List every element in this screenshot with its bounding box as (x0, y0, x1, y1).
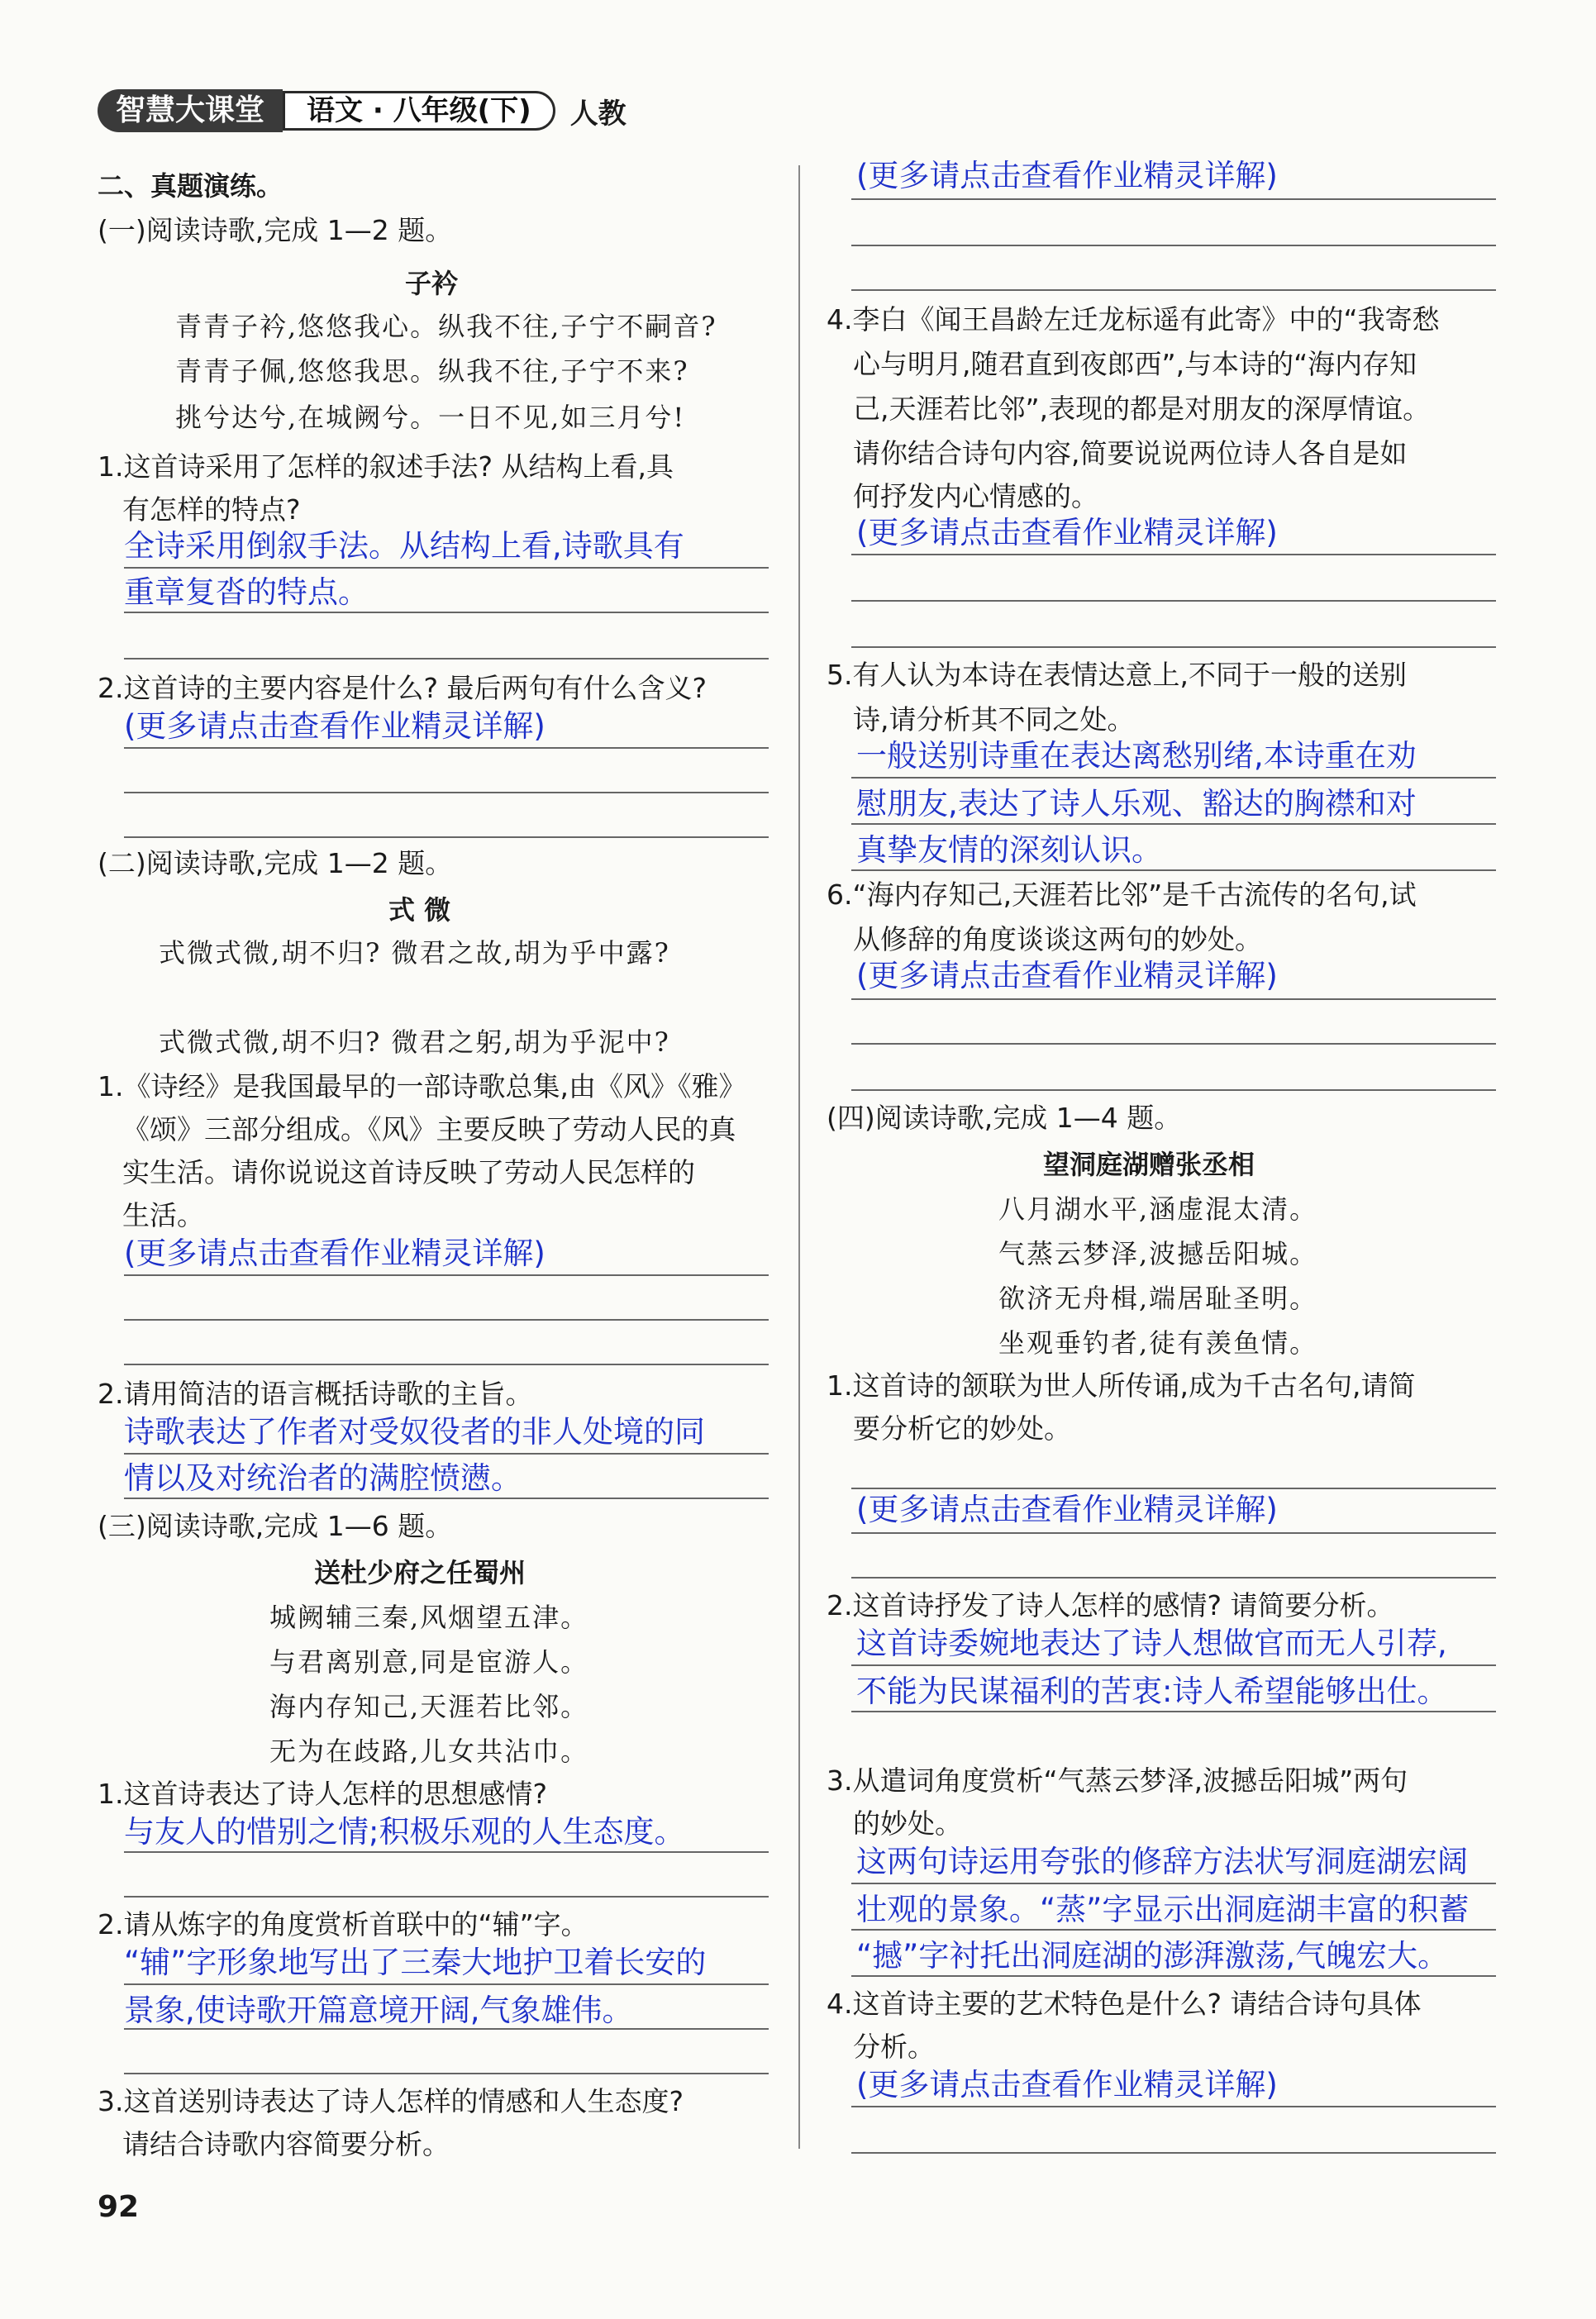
p2-answer-1[interactable]: (更多请点击查看作业精灵详解) (124, 1236, 545, 1271)
p3-question-3: 请结合诗歌内容简要分析。 (122, 2128, 450, 2160)
p3-question-4: 心与明月,随君直到夜郎西”,与本诗的“海内存知 (853, 348, 1417, 380)
p1-answer-1: 全诗采用倒叙手法。从结构上看,诗歌具有 (124, 528, 684, 564)
p4-answer-3: “撼”字衬托出洞庭湖的澎湃激荡,气魄宏大。 (856, 1938, 1449, 1974)
p3-answer-2: “辅”字形象地写出了三秦大地护卫着长安的 (124, 1945, 707, 1980)
part2-intro: (二)阅读诗歌,完成 1—2 题。 (98, 847, 453, 879)
p3-answer-2: 景象,使诗歌开篇意境开阔,气象雄伟。 (124, 1993, 633, 2028)
p4-question-3: 的妙处。 (853, 1807, 962, 1840)
poem1-title: 子衿 (405, 268, 459, 299)
poem3-line: 与君离别意,同是宦游人。 (269, 1646, 589, 1678)
answer-line (851, 554, 1496, 555)
p3-answer-5: 慰朋友,表达了诗人乐观、豁达的胸襟和对 (856, 786, 1417, 821)
p1-question-1: 有怎样的特点? (122, 493, 301, 526)
page-header (98, 89, 626, 132)
p3-question-3: 3.这首送别诗表达了诗人怎样的情感和人生态度? (98, 2085, 684, 2117)
p3-answer-1: 与友人的惜别之情;积极乐观的人生态度。 (124, 1814, 685, 1850)
poem4-line: 八月湖水平,涵虚混太清。 (998, 1193, 1318, 1225)
answer-line (851, 1711, 1496, 1712)
series-brand: 智慧大课堂 (98, 89, 283, 132)
p3-answer-3[interactable]: (更多请点击查看作业精灵详解) (856, 158, 1278, 193)
section-heading: 二、真题演练。 (98, 170, 283, 202)
poem3-line: 城阙辅三秦,风烟望五津。 (269, 1602, 589, 1633)
p2-answer-2: 情以及对统治者的满腔愤懑。 (124, 1460, 522, 1496)
poem4-line: 气蒸云梦泽,波撼岳阳城。 (998, 1238, 1318, 1269)
answer-line (124, 1896, 769, 1898)
poem3-title: 送杜少府之任蜀州 (314, 1557, 526, 1588)
answer-line (124, 1319, 769, 1321)
p4-question-2: 2.这首诗抒发了诗人怎样的感情? 请简要分析。 (827, 1589, 1394, 1621)
p1-answer-1: 重章复沓的特点。 (124, 574, 369, 610)
p3-answer-6[interactable]: (更多请点击查看作业精灵详解) (856, 958, 1278, 993)
p4-question-4: 4.这首诗主要的艺术特色是什么? 请结合诗句具体 (827, 1988, 1422, 2020)
poem4-title: 望洞庭湖赠张丞相 (1043, 1149, 1255, 1180)
p4-answer-4[interactable]: (更多请点击查看作业精灵详解) (856, 2067, 1278, 2102)
answer-line (851, 1975, 1496, 1977)
answer-line (124, 836, 769, 838)
poem2-line: 式微式微,胡不归? 微君之故,胡为乎中露? (159, 937, 670, 969)
p2-question-1: 《颂》三部分组成。《风》主要反映了劳动人民的真 (122, 1113, 736, 1145)
page-number: 92 (98, 2190, 140, 2224)
p4-answer-2: 不能为民谋福利的苦衷:诗人希望能够出仕。 (856, 1674, 1448, 1709)
p2-question-1: 生活。 (122, 1199, 204, 1231)
subject-grade: 语文 · 八年级(下) (283, 91, 555, 131)
poem4-line: 欲济无舟楫,端居耻圣明。 (998, 1283, 1318, 1314)
p3-answer-4[interactable]: (更多请点击查看作业精灵详解) (856, 515, 1278, 550)
poem2-line: 式微式微,胡不归? 微君之躬,胡为乎泥中? (159, 1026, 670, 1058)
poem4-line: 坐观垂钓者,徒有羡鱼情。 (998, 1327, 1318, 1359)
column-divider (798, 165, 800, 2149)
p3-question-5: 5.有人认为本诗在表情达意上,不同于一般的送别 (827, 659, 1407, 691)
p4-answer-1[interactable]: (更多请点击查看作业精灵详解) (856, 1492, 1278, 1527)
p3-question-5: 诗,请分析其不同之处。 (853, 703, 1135, 736)
p3-question-4: 己,天涯若比邻”,表现的都是对朋友的深厚情谊。 (853, 393, 1431, 425)
answer-line (124, 747, 769, 749)
p2-question-1: 1.《诗经》是我国最早的一部诗歌总集,由《风》《雅》 (98, 1070, 746, 1102)
answer-line (124, 2073, 769, 2074)
part3-intro: (三)阅读诗歌,完成 1—6 题。 (98, 1510, 453, 1542)
p2-question-1: 实生活。请你说说这首诗反映了劳动人民怎样的 (122, 1156, 695, 1188)
p3-question-4: 4.李白《闻王昌龄左迁龙标遥有此寄》中的“我寄愁 (827, 303, 1440, 336)
p3-answer-5: 真挚友情的深刻认识。 (856, 832, 1162, 868)
answer-line (124, 1851, 769, 1853)
p1-question-2: 2.这首诗的主要内容是什么? 最后两句有什么含义? (98, 672, 707, 704)
poem2-title: 式 微 (388, 894, 451, 926)
p1-question-1: 1.这首诗采用了怎样的叙述手法? 从结构上看,具 (98, 450, 674, 483)
p3-question-4: 请你结合诗句内容,简要说说两位诗人各自是如 (853, 437, 1408, 469)
answer-line (124, 2028, 769, 2030)
answer-line (851, 2106, 1496, 2107)
poem1-line: 挑兮达兮,在城阙兮。一日不见,如三月兮! (175, 402, 686, 433)
p3-question-6: 从修辞的角度谈谈这两句的妙处。 (853, 923, 1262, 955)
answer-line (851, 998, 1496, 1000)
answer-line (851, 600, 1496, 602)
answer-line (851, 198, 1496, 200)
part1-intro: (一)阅读诗歌,完成 1—2 题。 (98, 214, 453, 246)
p3-question-4: 何抒发内心情感的。 (853, 480, 1098, 512)
poem1-line: 青青子衿,悠悠我心。纵我不往,子宁不嗣音? (175, 311, 717, 342)
answer-line (851, 1577, 1496, 1579)
answer-line (124, 1364, 769, 1365)
answer-line (124, 658, 769, 660)
answer-line (851, 1089, 1496, 1091)
p4-question-1: 要分析它的妙处。 (853, 1412, 1071, 1445)
p4-answer-3: 这两句诗运用夸张的修辞方法状写洞庭湖宏阔 (856, 1844, 1468, 1879)
p2-question-2: 2.请用简洁的语言概括诗歌的主旨。 (98, 1378, 533, 1410)
answer-line (124, 1498, 769, 1499)
p3-answer-5: 一般送别诗重在表达离愁别绪,本诗重在劝 (856, 738, 1417, 774)
p3-question-2: 2.请从炼字的角度赏析首联中的“辅”字。 (98, 1908, 588, 1940)
answer-line (851, 245, 1496, 246)
p2-answer-2: 诗歌表达了作者对受奴役者的非人处境的同 (124, 1414, 705, 1450)
answer-line (124, 612, 769, 613)
p4-question-4: 分析。 (853, 2031, 935, 2063)
answer-line (851, 646, 1496, 648)
poem1-line: 青青子佩,悠悠我思。纵我不往,子宁不来? (175, 355, 689, 387)
p1-answer-2[interactable]: (更多请点击查看作业精灵详解) (124, 708, 545, 744)
answer-line (851, 1532, 1496, 1534)
p4-answer-3: 壮观的景象。“蒸”字显示出洞庭湖丰富的积蓄 (856, 1892, 1470, 1927)
poem3-line: 海内存知己,天涯若比邻。 (269, 1691, 589, 1722)
answer-line (124, 1274, 769, 1276)
poem3-line: 无为在歧路,儿女共沾巾。 (269, 1736, 589, 1767)
edition-label: 人教 (569, 97, 626, 131)
p3-question-1: 1.这首诗表达了诗人怎样的思想感情? (98, 1778, 548, 1810)
p4-answer-2: 这首诗委婉地表达了诗人想做官而无人引荐, (856, 1626, 1447, 1661)
answer-line (851, 869, 1496, 871)
answer-line (124, 792, 769, 793)
part4-intro: (四)阅读诗歌,完成 1—4 题。 (827, 1102, 1182, 1134)
answer-line (851, 1043, 1496, 1045)
answer-line (851, 289, 1496, 291)
p3-question-6: 6.“海内存知己,天涯若比邻”是千古流传的名句,试 (827, 879, 1417, 911)
answer-line (851, 2152, 1496, 2154)
p4-question-1: 1.这首诗的颔联为世人所传诵,成为千古名句,请简 (827, 1369, 1416, 1402)
p4-question-3: 3.从遣词角度赏析“气蒸云梦泽,波撼岳阳城”两句 (827, 1764, 1408, 1797)
